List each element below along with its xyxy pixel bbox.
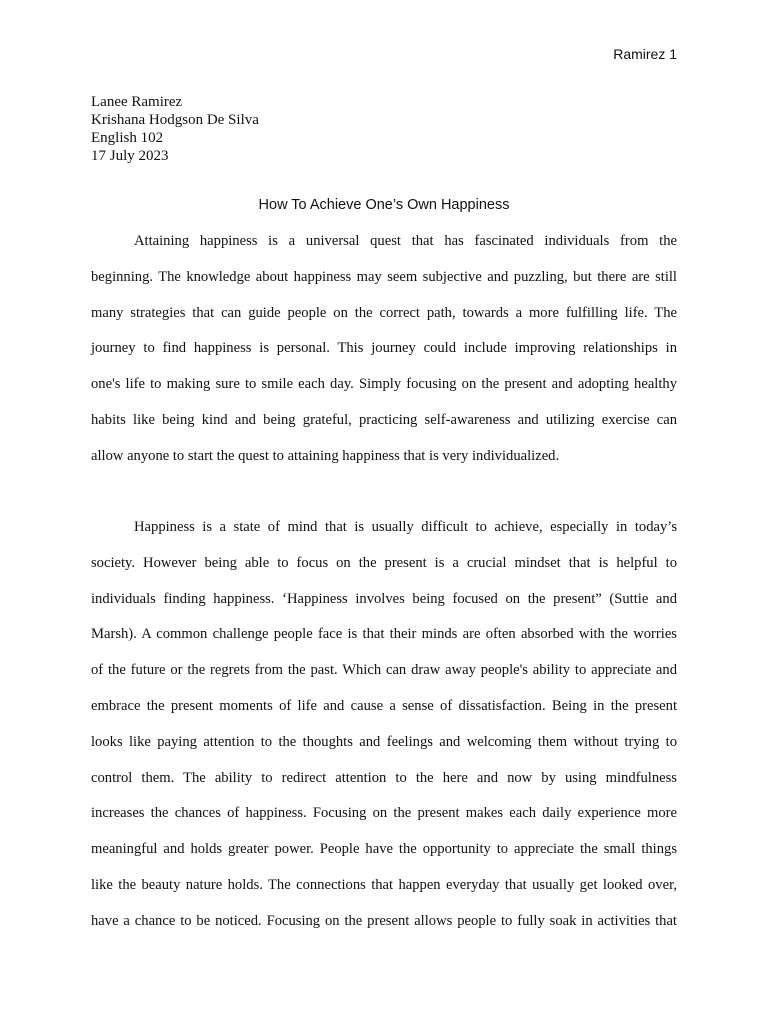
paragraph-line: one's life to making sure to smile each day. Simply focusing on the present and adopting healthy: [91, 376, 677, 393]
paragraph-line: looks like paying attention to the thoughts and feelings and welcoming them without trying to: [91, 733, 677, 750]
paragraph-line: meaningful and holds greater power. People have the opportunity to appreciate the small things: [91, 841, 677, 858]
paragraph-line: Happiness is a state of mind that is usually difficult to achieve, especially in today’s: [134, 519, 677, 535]
paragraph-line: beginning. The knowledge about happiness may seem subjective and puzzling, but there are still: [91, 268, 677, 285]
author-name: Lanee Ramirez: [91, 94, 183, 110]
paragraph-line: embrace the present moments of life and cause a sense of dissatisfaction. Being in the present: [91, 697, 677, 714]
paragraph-line: like the beauty nature holds. The connections that happen everyday that usually get looked over,: [91, 876, 677, 893]
paragraph-1: [91, 224, 677, 475]
paragraph-line: Attaining happiness is a universal quest that has fascinated individuals from the: [134, 233, 677, 249]
paragraph-2: [91, 510, 677, 940]
paragraph-line: many strategies that can guide people on the correct path, towards a more fulfilling life. The: [91, 304, 677, 321]
paragraph-line: have a chance to be noticed. Focusing on the present allows people to fully soak in activities that: [91, 912, 677, 929]
paragraph-line: habits like being kind and being grateful, practicing self-awareness and utilizing exercise can: [91, 411, 677, 428]
course-name: English 102: [91, 130, 164, 146]
essay-title: How To Achieve One’s Own Happiness: [258, 197, 510, 213]
paragraph-line: journey to find happiness is personal. This journey could include improving relationships in: [91, 340, 677, 357]
mla-heading: [91, 93, 259, 165]
paragraph-line: increases the chances of happiness. Focusing on the present makes each daily experience more: [91, 805, 677, 822]
paragraph-line: Marsh). A common challenge people face is that their minds are often absorbed with the worries: [91, 626, 677, 643]
paragraph-line: society. However being able to focus on the present is a crucial mindset that is helpful to: [91, 554, 677, 571]
running-head: Ramirez 1: [613, 46, 677, 62]
paragraph-line: individuals finding happiness. ‘Happiness involves being focused on the present” (Suttie and: [91, 590, 677, 607]
paragraph-line: allow anyone to start the quest to attaining happiness that is very individualized.: [91, 447, 560, 464]
paragraph-line: of the future or the regrets from the past. Which can draw away people's ability to appreciate and: [91, 662, 677, 679]
paragraph-line: control them. The ability to redirect attention to the here and now by using mindfulness: [91, 769, 677, 786]
instructor-name: Krishana Hodgson De Silva: [91, 112, 259, 128]
essay-date: 17 July 2023: [91, 148, 169, 164]
